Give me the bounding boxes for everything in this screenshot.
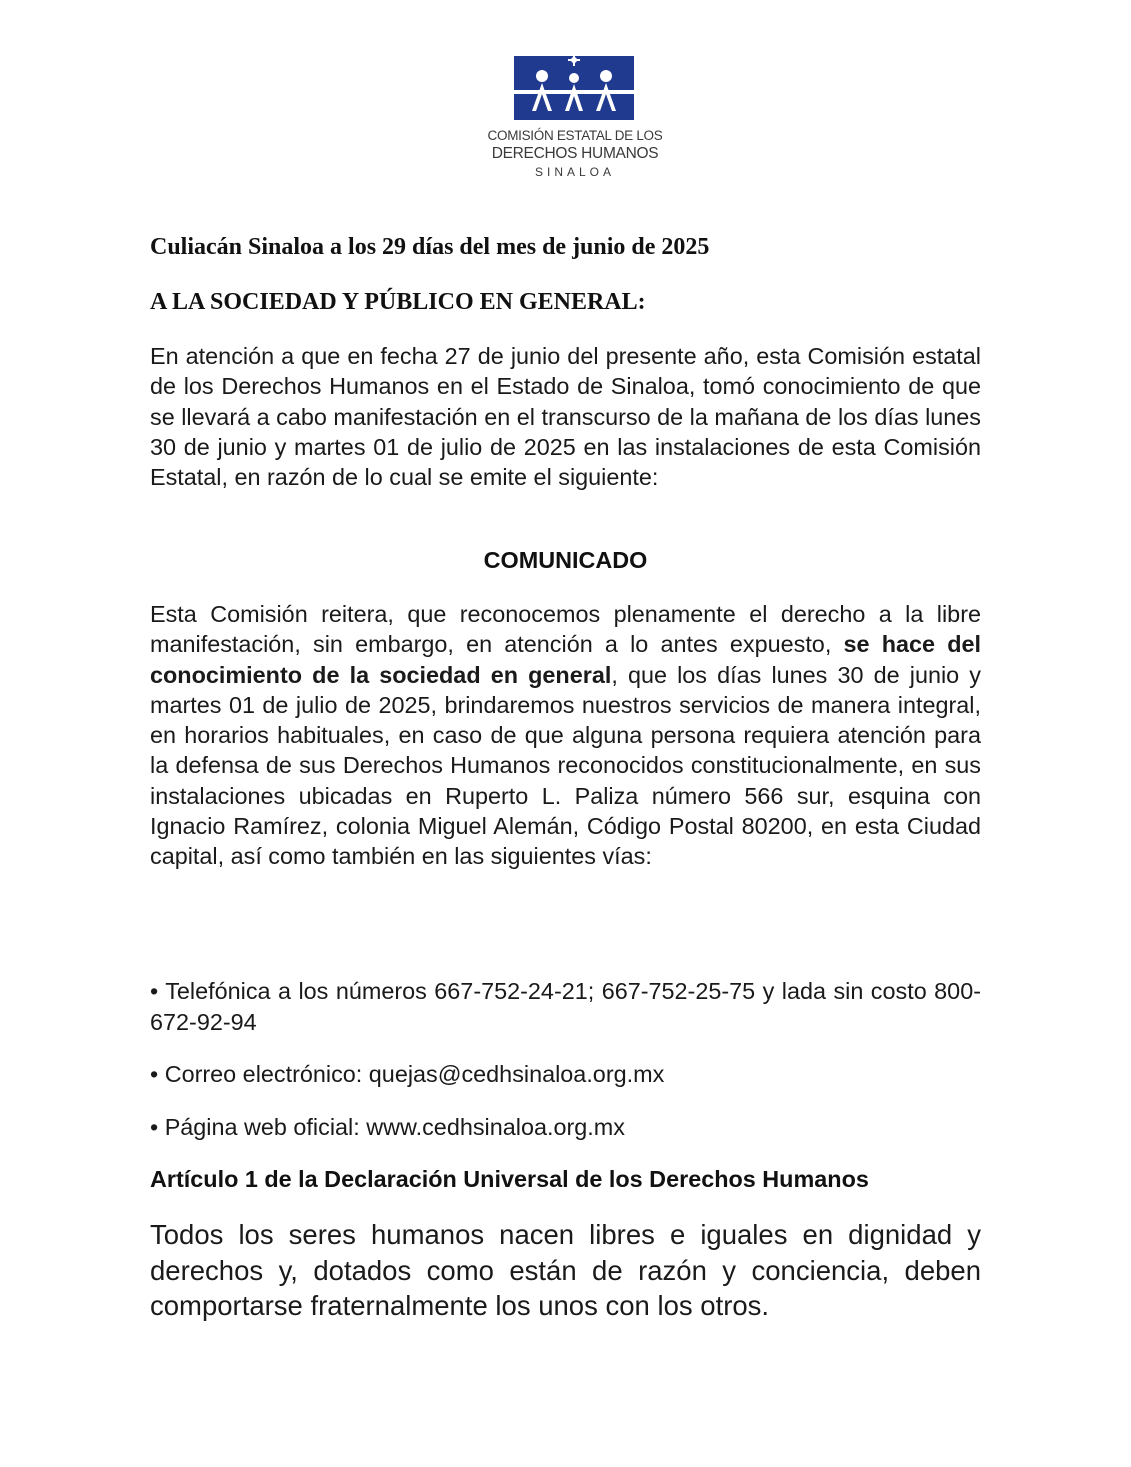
body-bold-text: se hace del conocimiento de la sociedad en general [150, 631, 982, 688]
cedh-logo [480, 50, 670, 185]
contact-phone: • Telefónica a los números 667-752-24-21; 667-752-25-75 y lada sin costo 800-672-92-94 [150, 978, 981, 1035]
body-paragraph [150, 599, 981, 872]
logo-emblem [514, 56, 634, 120]
article-title: Artículo 1 de la Declaración Universal de los Derechos Humanos [150, 1166, 869, 1192]
contact-email: • Correo electrónico: quejas@cedhsinaloa.org.mx [150, 1061, 665, 1087]
communique-title: COMUNICADO [483, 547, 648, 573]
date-line: Culiacán Sinaloa a los 29 días del mes de junio de 2025 [150, 234, 710, 260]
logo-line-2: DERECHOS HUMANOS [491, 145, 659, 162]
contact-website: • Página web oficial: www.cedhsinaloa.org.mx [150, 1114, 625, 1140]
children-figures-icon [514, 56, 634, 120]
salutation: A LA SOCIEDAD Y PÚBLICO EN GENERAL: [150, 289, 646, 315]
body-text-2: , que los días lunes 30 de junio y martes 01 de julio de 2025, brindaremos nuestros servicios de manera integral, en horarios habituales, en caso de que alguna persona requiera atención para la defensa de sus Derechos Humanos reconocidos constitucionalmente, en sus instalaciones ubicadas en Ruperto L. Paliza número 566 sur, esquina con Ignacio Ramírez, colonia Miguel Alemán, Código Postal 80200, en esta Ciudad capital, así como también en las siguientes vías: [150, 661, 981, 870]
logo-line-3: SINALOA [534, 165, 616, 179]
article-text: Todos los seres humanos nacen libres e iguales en dignidad y derechos y, dotados como están de razón y conciencia, deben comportarse fraternalmente los unos con los otros. [150, 1219, 981, 1321]
logo-line-1: COMISIÓN ESTATAL DE LOS [487, 128, 663, 143]
intro-paragraph: En atención a que en fecha 27 de junio del presente año, esta Comisión estatal de los Derechos Humanos en el Estado de Sinaloa, tomó conocimiento de que se llevará a cabo manifestación en el transcurso de la mañana de los días lunes 30 de junio y martes 01 de julio de 2025 en las instalaciones de esta Comisión Estatal, en razón de lo cual se emite el siguiente: [150, 343, 981, 491]
body-text-1: Esta Comisión reitera, que reconocemos plenamente el derecho a la libre manifestación, sin embargo, en atención a lo antes expuesto, [150, 601, 981, 658]
